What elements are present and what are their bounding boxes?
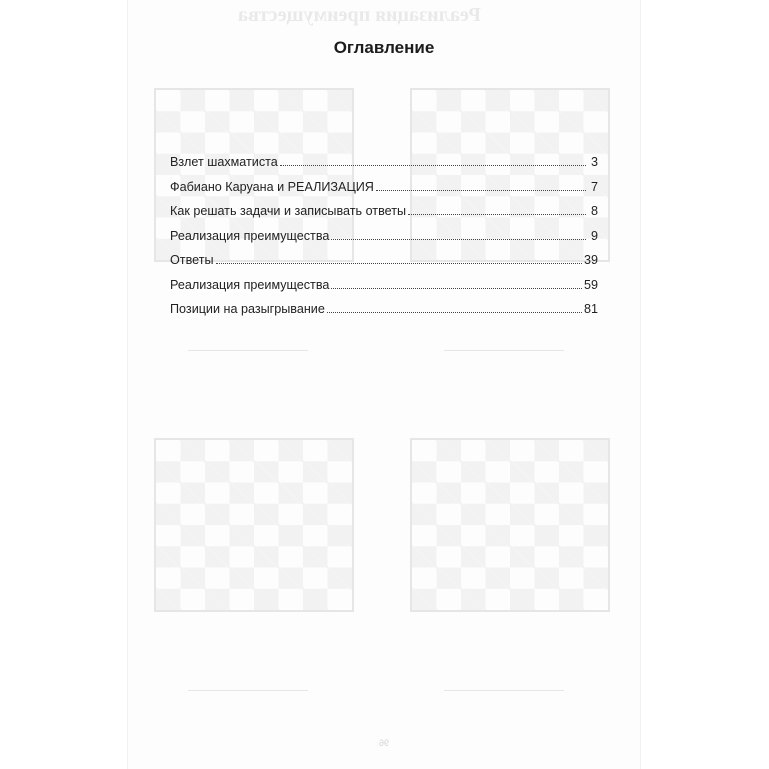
toc-entry-page: 9	[590, 228, 598, 243]
toc-entry-label: Реализация преимущества	[170, 277, 330, 292]
toc-leader-dots	[408, 213, 586, 215]
show-through-board	[154, 438, 354, 612]
show-through-line	[444, 690, 564, 691]
toc-entry-label: Реализация преимущества	[170, 228, 330, 243]
toc-leader-dots	[280, 164, 586, 166]
toc-entry-page: 3	[590, 155, 598, 169]
toc-leader-dots	[331, 287, 582, 289]
toc-entry[interactable]	[170, 229, 598, 254]
page-title: Оглавление	[333, 38, 435, 57]
show-through-board	[410, 438, 610, 612]
toc-entry-page: 59	[583, 277, 598, 292]
toc-entry-label: Взлет шахматиста	[170, 155, 278, 169]
toc-leader-dots	[376, 189, 586, 191]
show-through-heading: Реализация преимущества	[238, 4, 481, 26]
toc-entry-page: 8	[590, 204, 598, 218]
show-through-line	[444, 350, 564, 351]
toc-entry[interactable]	[170, 278, 598, 303]
toc-entry-page: 39	[583, 253, 598, 267]
toc-entry[interactable]	[170, 155, 598, 180]
toc-entry[interactable]	[170, 302, 598, 327]
toc-entry-label: Фабиано Каруана и РЕАЛИЗАЦИЯ	[170, 179, 374, 194]
toc-entry-page: 7	[590, 179, 598, 194]
show-through-page-number: 96	[379, 738, 390, 748]
toc-entry[interactable]	[170, 204, 598, 229]
show-through-line	[188, 690, 308, 691]
show-through-line	[188, 350, 308, 351]
toc-leader-dots	[331, 238, 586, 240]
toc-entry[interactable]	[170, 253, 598, 278]
toc-leader-dots	[327, 311, 582, 313]
toc-entry-label: Позиции на разыгрывание	[170, 302, 325, 316]
book-page	[128, 0, 640, 769]
toc-entry[interactable]	[170, 180, 598, 205]
toc-entry-page: 81	[583, 302, 598, 316]
toc-entry-label: Как решать задачи и записывать ответы	[170, 204, 407, 218]
toc-entry-label: Ответы	[170, 253, 214, 267]
toc-leader-dots	[216, 262, 582, 264]
table-of-contents	[170, 155, 598, 327]
